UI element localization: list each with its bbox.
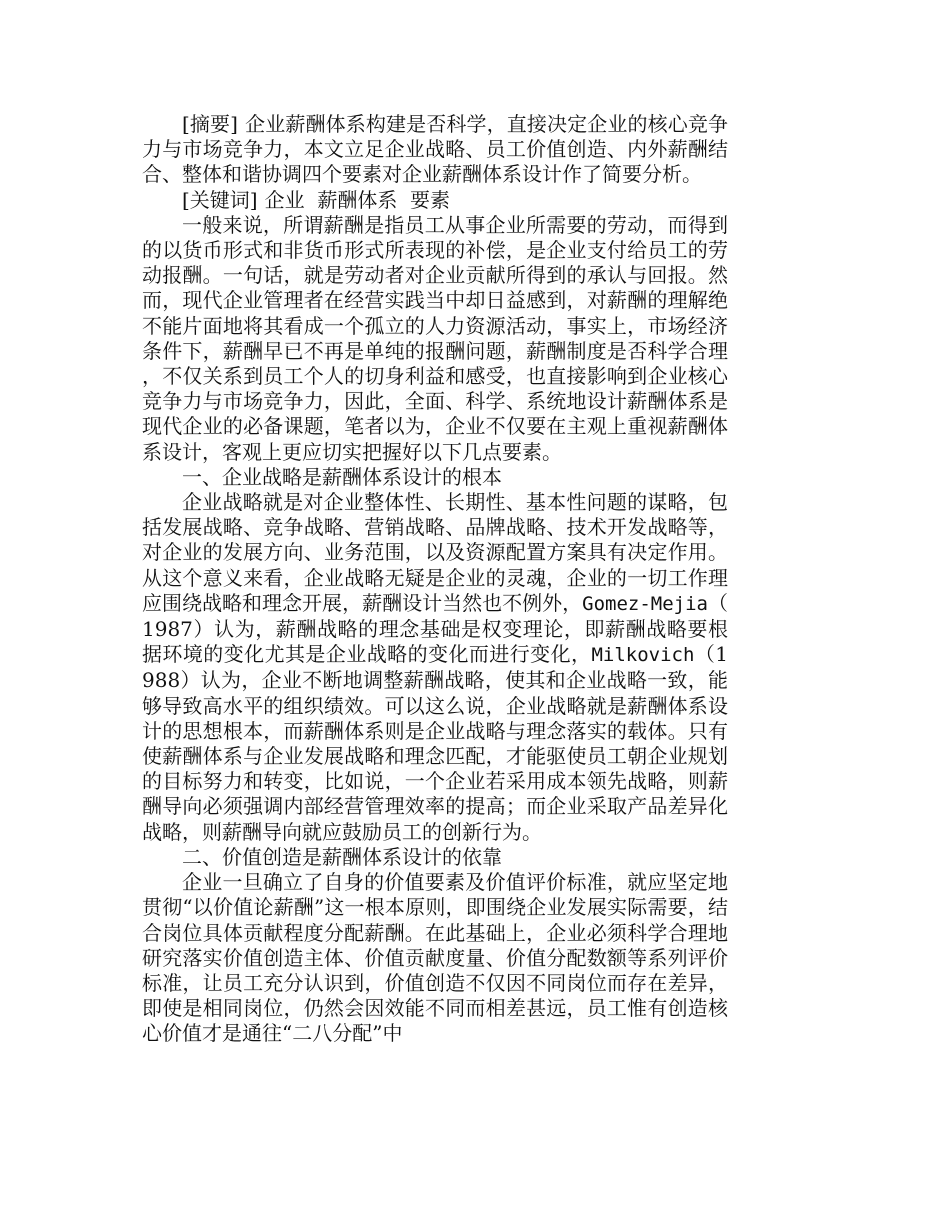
- citation-gomez-mejia-year: （1987）: [142, 590, 729, 642]
- document-page: [142, 112, 728, 1047]
- citation-milkovich-year: （1988）: [142, 642, 728, 693]
- abstract-text: 企业薪酬体系构建是否科学，直接决定企业的核心竞争力与市场竞争力，本文立足企业战略、员工价值创造、内外薪酬结合、整体和谐协调四个要素对企业薪酬体系设计作了简要分析。: [142, 112, 728, 187]
- section-2-paragraph: [142, 870, 728, 1046]
- abstract-paragraph: [142, 112, 728, 188]
- abstract-label: [摘要]: [182, 112, 238, 136]
- section-2-heading-text: 二、价值创造是薪酬体系设计的依靠: [182, 844, 502, 869]
- section-1-heading-text: 一、企业战略是薪酬体系设计的根本: [182, 464, 502, 489]
- section-2-text: 企业一旦确立了自身的价值要素及价值评价标准，就应坚定地贯彻“以价值论薪酬”这一根本原则，即围绕企业发展实际需要，结合岗位具体贡献程度分配薪酬。在此基础上，企业必须科学合理地研究落实价值创造主体、价值贡献度量、价值分配数额等系列评价标准，让员工充分认识到，价值创造不仅因不同岗位而存在差异，即使是相同岗位，仍然会因效能不同而相差甚远，员工惟有创造核心价值才是通往“二八分配”中: [142, 870, 728, 1046]
- section-1-heading: [142, 465, 728, 490]
- intro-paragraph: [142, 213, 728, 465]
- intro-text: 一般来说，所谓薪酬是指员工从事企业所需要的劳动，而得到的以货币形式和非货币形式所表现的补偿，是企业支付给员工的劳动报酬。一句话，就是劳动者对企业贡献所得到的承认与回报。然而，现代企业管理者在经营实践当中却日益感到，对薪酬的理解绝不能片面地将其看成一个孤立的人力资源活动，事实上，市场经济条件下，薪酬早已不再是单纯的报酬问题，薪酬制度是否科学合理，不仅关系到员工个人的切身利益和感受，也直接影响到企业核心竞争力与市场竞争力，因此，全面、科学、系统地设计薪酬体系是现代企业的必备课题，笔者以为，企业不仅要在主观上重视薪酬体系设计，客观上更应切实把握好以下几点要素。: [142, 212, 728, 464]
- citation-gomez-mejia-name: Gomez-Mejia: [582, 592, 708, 615]
- section-1-text-b: 认为，薪酬战略的理念基础是权变理论，即薪酬战略要根据环境的变化尤其是企业战略的变化而进行变化，: [142, 617, 728, 667]
- section-1-text-a: 企业战略就是对企业整体性、长期性、基本性问题的谋略，包括发展战略、竞争战略、营销战略、品牌战略、技术开发战略等，对企业的发展方向、业务范围，以及资源配置方案具有决定作用。从这个意义来看，企业战略无疑是企业的灵魂，企业的一切工作理应围绕战略和理念开展，薪酬设计当然也不例外，: [142, 490, 728, 615]
- keywords-label: [关键词]: [182, 187, 258, 212]
- keywords-text: 企业 薪酬体系 要素: [264, 187, 451, 212]
- section-2-heading: [142, 845, 728, 870]
- citation-milkovich-name: Milkovich: [591, 644, 695, 667]
- section-1-text-c: 认为，企业不断地调整薪酬战略，使其和企业战略一致，能够导致高水平的组织绩效。可以这么说，企业战略就是薪酬体系设计的思想根本，而薪酬体系则是企业战略与理念落实的载体。只有使薪酬体系与企业发展战略和理念匹配，才能驱使员工朝企业规划的目标努力和转变，比如说，一个企业若采用成本领先战略，则薪酬导向必须强调内部经营管理效率的提高；而企业采取产品差异化战略，则薪酬导向就应鼓励员工的创新行为。: [142, 668, 728, 844]
- keywords-paragraph: [142, 188, 728, 213]
- section-1-paragraph: [142, 490, 728, 845]
